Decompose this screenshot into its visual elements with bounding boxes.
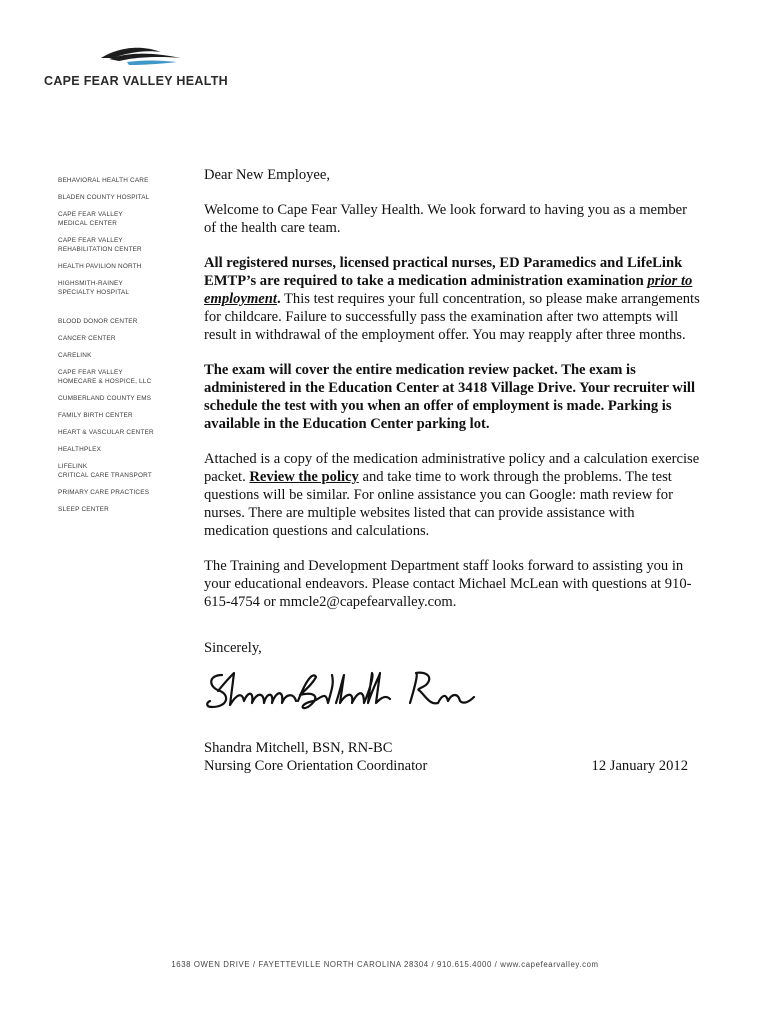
facility-item — [58, 445, 188, 454]
organization-name: CAPE FEAR VALLEY HEALTH — [44, 74, 228, 88]
letter-date: 12 January 2012 — [591, 758, 688, 774]
facility-item — [58, 411, 188, 420]
facility-item-line: CAPE FEAR VALLEY — [58, 369, 123, 376]
facility-item-line: BEHAVIORAL HEALTH CARE — [58, 177, 149, 184]
facility-item-line: CAPE FEAR VALLEY — [58, 237, 123, 244]
welcome-paragraph: Welcome to Cape Fear Valley Health. We look forward to having you as a member of the health care team. — [204, 202, 688, 236]
signer-name: Shandra Mitchell, BSN, RN-BC — [204, 740, 393, 756]
facility-item — [58, 368, 188, 386]
review-policy-emphasis: Review the policy — [249, 469, 359, 485]
facility-item-line: HEART & VASCULAR CENTER — [58, 429, 154, 436]
facility-item — [58, 317, 188, 326]
letter-body — [204, 166, 700, 775]
exam-requirement-paragraph — [204, 254, 700, 344]
facility-item — [58, 236, 188, 254]
facility-item-line: HEALTHPLEX — [58, 446, 102, 453]
facility-item-line: CRITICAL CARE TRANSPORT — [58, 472, 152, 479]
facility-item — [58, 176, 188, 185]
facility-item-line: REHABILITATION CENTER — [58, 246, 142, 253]
prior-to-employment-emphasis: prior to employment — [204, 273, 693, 307]
facility-item — [58, 462, 188, 480]
requirement-details-text: This test requires your full concentration, so please make arrangements for childcare. Failure to successfully pass the examination after two attempts will result in withdrawal of the employment offer. You may reapply after three months. — [204, 291, 700, 343]
facility-item-line: SLEEP CENTER — [58, 506, 109, 513]
facility-item — [58, 262, 188, 271]
facility-item — [58, 193, 188, 202]
facility-item-line: BLADEN COUNTY HOSPITAL — [58, 194, 150, 201]
organization-logo — [44, 44, 264, 94]
river-wave-logo-icon — [99, 44, 183, 68]
policy-text-start: Attached is a copy of the medication administrative policy and a calculation exercise packet. — [204, 451, 700, 485]
signer-title-row — [204, 757, 700, 775]
facility-item — [58, 210, 188, 228]
facility-item-line: CUMBERLAND COUNTY EMS — [58, 395, 152, 402]
salutation: Dear New Employee, — [204, 167, 331, 183]
requirement-bold-text: All registered nurses, licensed practical nurses, ED Paramedics and LifeLink EMTP’s are required to take a medication administration examination — [204, 255, 683, 289]
facility-item — [58, 428, 188, 437]
facility-list — [58, 176, 188, 522]
policy-paragraph — [204, 450, 700, 540]
facility-item — [58, 505, 188, 514]
handwritten-signature — [204, 661, 700, 721]
facility-item — [58, 394, 188, 403]
facility-item-line: PRIMARY CARE PRACTICES — [58, 489, 150, 496]
exam-location-paragraph: The exam will cover the entire medication review packet. The exam is administered in the Education Center at 3418 Village Drive. Your recruiter will schedule the test with you when an offer of employment is made. Parking is available in the Education Center parking lot. — [204, 362, 696, 432]
signer-title: Nursing Core Orientation Coordinator — [204, 758, 428, 774]
facility-item-line: HIGHSMITH-RAINEY — [58, 280, 123, 287]
facility-item-line: SPECIALTY HOSPITAL — [58, 289, 130, 296]
facility-item-line: BLOOD DONOR CENTER — [58, 318, 138, 325]
signature-drawing — [204, 661, 504, 719]
closing: Sincerely, — [204, 640, 262, 656]
requirement-period: . — [276, 291, 281, 307]
facility-item — [58, 334, 188, 343]
facility-item-line: CARELINK — [58, 352, 92, 359]
facility-item-line: CANCER CENTER — [58, 335, 116, 342]
facility-item-line: LIFELINK — [58, 463, 88, 470]
facility-item-line: HOMECARE & HOSPICE, LLC — [58, 378, 152, 385]
facility-item — [58, 351, 188, 360]
facility-item — [58, 279, 188, 297]
contact-paragraph: The Training and Development Department staff looks forward to assisting you in your educational endeavors. Please contact Michael McLean with questions at 910-615-4754 or mmcle2@capefearvalley.com. — [204, 558, 692, 610]
facility-group-hospitals — [58, 176, 188, 297]
facility-item-line: HEALTH PAVILION NORTH — [58, 263, 142, 270]
facility-item — [58, 488, 188, 497]
policy-text-end: and take time to work through the problems. The test questions will be similar. For online assistance you can Google: math review for nurses. There are multiple websites listed that can provide assistance with medication questions and calculations. — [204, 469, 673, 539]
facility-item-line: CAPE FEAR VALLEY — [58, 211, 123, 218]
footer-address: 1638 OWEN DRIVE / FAYETTEVILLE NORTH CAROLINA 28304 / 910.615.4000 / www.capefearvalley.com — [171, 960, 599, 969]
facility-group-divider — [58, 305, 188, 317]
facility-group-services — [58, 317, 188, 514]
facility-item-line: MEDICAL CENTER — [58, 220, 118, 227]
facility-item-line: FAMILY BIRTH CENTER — [58, 412, 133, 419]
